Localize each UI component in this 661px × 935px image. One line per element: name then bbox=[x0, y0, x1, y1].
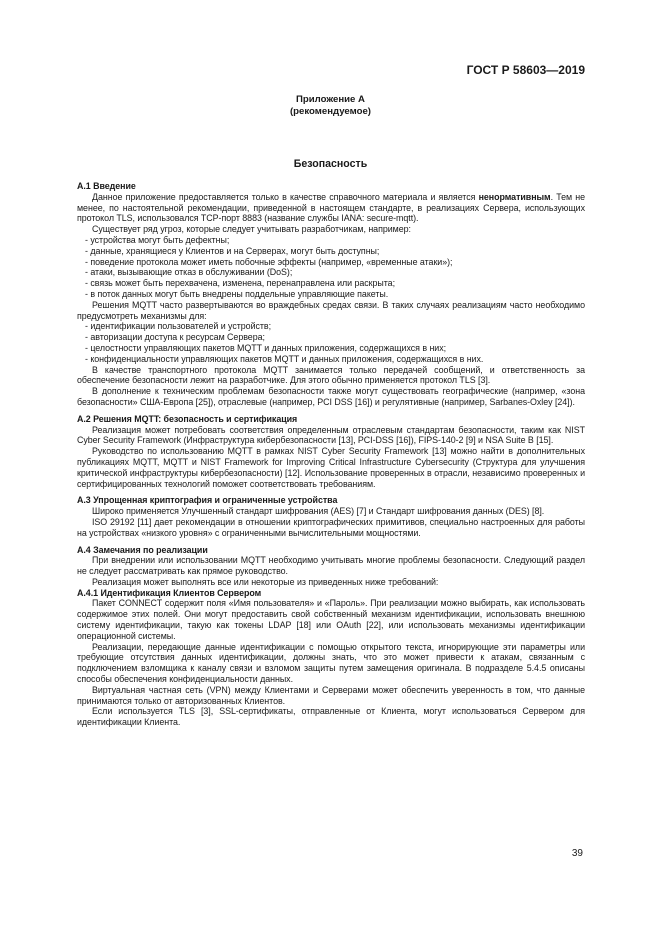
paragraph: Реализация может потребовать соответствия определенным отраслевым стандартам безопасности, таким как NIST Cyber Security Framework (Инфраструктура кибербезопасности [13], PCI-DSS [16]), FIPS-140-2 [9] и NSA Suite B [15]. bbox=[77, 424, 585, 446]
paragraph: В качестве транспортного протокола MQTT занимается только передачей сообщений, и ответственность за обеспечение безопасности лежит на разработчике. Для этого обычно применяется протокол TLS [3]. bbox=[77, 364, 585, 386]
paragraph: Реализации, передающие данные идентификации с помощью открытого текста, игнорирующие эти параметры или требующие отсутствия данных идентификации, должны знать, что это может привести к атакам, связанным с подключением взломщика к каналу связи и взломом защиты путем замещения оригинала. В подразделе 5.4.5 описаны способы обеспечения конфиденциальности данных. bbox=[77, 641, 585, 685]
paragraph: Пакет CONNECT содержит поля «Имя пользователя» и «Пароль». При реализации можно выбирать, как использовать содержимое этих полей. Они могут предоставить свой собственный механизм идентификации, использовать внешнюю систему идентификации, такую как токены LDAP [18] или OAuth [22], или использовать механизмы идентификации операционной системы. bbox=[77, 598, 585, 641]
paragraph: Если используется TLS [3], SSL-сертификаты, отправленные от Клиента, могут использоваться Сервером для идентификации Клиента. bbox=[77, 706, 585, 728]
paragraph: Широко применяется Улучшенный стандарт шифрования (AES) [7] и Стандарт шифрования данных (DES) [8]. bbox=[92, 506, 545, 517]
paragraph: В дополнение к техническим проблемам безопасности также могут существовать географические (например, «зона безопасности» США-Европа [25]), отраслевые (например, PCI DSS [16]) и регулятивные (например, Sarbanes-Oxley [24]). bbox=[77, 386, 585, 407]
list-item: - связь может быть перехвачена, изменена, перенаправлена или раскрыта; bbox=[77, 278, 585, 289]
list-item: - в поток данных могут быть внедрены поддельные управляющие пакеты. bbox=[77, 289, 585, 300]
paragraph: Существует ряд угроз, которые следует учитывать разработчикам, например: bbox=[92, 224, 411, 235]
appendix-title: Приложение А bbox=[296, 94, 365, 105]
paragraph: Руководство по использованию MQTT в рамках NIST Cyber Security Framework [13] можно найти в дополнительных публикациях MQTT, MQTT и NIST Framework for Improving Critical Infrastructure Cybersecurity (Структура для улучшения критической инфраструктуры кибербезопасности) [12]. Использование проверенных в отрасли, независимо проверенных и сертифицированных технологий поможет соответствовать требованиям. bbox=[77, 446, 585, 489]
appendix-subtitle: (рекомендуемое) bbox=[289, 106, 371, 117]
section-a3-heading: А.3 Упрощенная криптография и ограниченные устройства bbox=[77, 495, 338, 506]
list-item: - авторизации доступа к ресурсам Сервера; bbox=[77, 332, 585, 343]
paragraph: Виртуальная частная сеть (VPN) между Клиентами и Серверами может обеспечить уверенность в том, что данные принимаются только от авторизованных Клиентов. bbox=[77, 684, 585, 706]
list-item: - устройства могут быть дефектны; bbox=[77, 235, 585, 246]
paragraph: ISO 29192 [11] дает рекомендации в отношении криптографических примитивов, специально настроенных для работы на устройствах «низкого уровня» с ограниченными вычислительными мощностями. bbox=[77, 516, 585, 538]
list-item: - идентификации пользователей и устройств; bbox=[77, 321, 585, 332]
bold-text: ненормативным bbox=[478, 191, 551, 202]
mechanism-list bbox=[77, 321, 585, 364]
section-a2-heading: А.2 Решения MQTT: безопасность и сертификация bbox=[77, 413, 298, 424]
paragraph bbox=[77, 192, 585, 224]
paragraph: Реализация может выполнять все или некоторые из приведенных ниже требований: bbox=[92, 576, 439, 587]
list-item: - атаки, вызывающие отказ в обслуживании (DoS); bbox=[77, 267, 585, 278]
text-run: . Тем не менее, по настоятельной рекомендации, приведенной в настоящем стандарте, в реализациях Сервера, использующих протокол TLS, использовался TCP-порт 8883 (название службы IANA: secure-mqtt). bbox=[77, 191, 585, 224]
list-item: - поведение протокола может иметь побочные эффекты (например, «временные атаки»); bbox=[77, 257, 585, 268]
paragraph: При внедрении или использовании MQTT необходимо учитывать многие проблемы безопасности. Следующий раздел не следует рассматривать как прямое руководство. bbox=[77, 555, 585, 577]
section-title: Безопасность bbox=[293, 158, 368, 170]
subsection-a41-heading: А.4.1 Идентификация Клиентов Сервером bbox=[77, 587, 262, 598]
page-number: 39 bbox=[571, 848, 583, 859]
list-item: - целостности управляющих пакетов MQTT и данных приложения, содержащихся в них; bbox=[77, 343, 585, 354]
text-run: Данное приложение предоставляется только в качестве справочного материала и является bbox=[92, 191, 479, 202]
appendix-heading bbox=[0, 94, 661, 118]
section-a1-heading: А.1 Введение bbox=[77, 181, 136, 191]
standard-code: ГОСТ Р 58603—2019 bbox=[466, 63, 585, 77]
paragraph: Решения MQTT часто развертываются во враждебных средах связи. В таких случаях реализациям часто необходимо предусмотреть механизмы для: bbox=[77, 299, 585, 321]
document-body bbox=[77, 181, 585, 728]
list-item: - конфиденциальности управляющих пакетов MQTT и данных приложения, содержащихся в них. bbox=[77, 354, 585, 365]
list-item: - данные, хранящиеся у Клиентов и на Серверах, могут быть доступны; bbox=[77, 246, 585, 257]
threat-list bbox=[77, 235, 585, 300]
section-a4-heading: А.4 Замечания по реализации bbox=[77, 544, 208, 555]
